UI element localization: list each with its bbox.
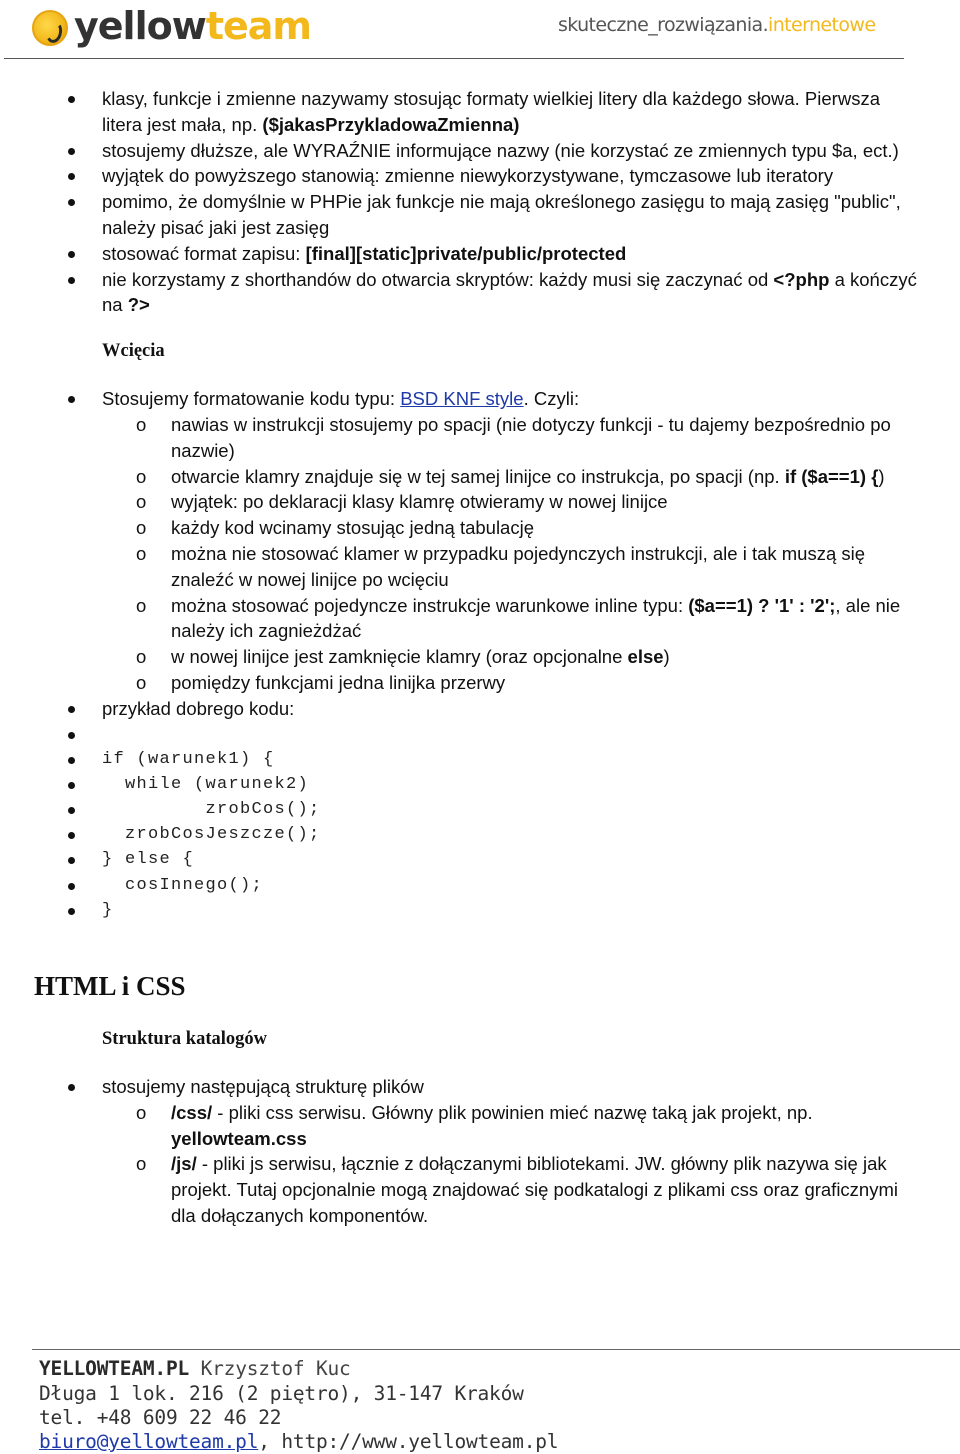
footer-company: YELLOWTEAM.PL Krzysztof Kuc <box>39 1357 351 1380</box>
sub-list-item: o każdy kod wcinamy stosując jedną tabulację <box>0 515 960 541</box>
list-item: klasy, funkcje i zmienne nazywamy stosując formaty wielkiej litery dla każdego słowa. Pierwsza litera jest mała, np. ($jakasPrzykladowaZmienna) <box>0 86 960 138</box>
logo-wordmark: yellowteam <box>74 4 311 48</box>
code-line: cosInnego(); <box>0 873 960 898</box>
code-line: if (warunek1) { <box>0 747 960 772</box>
footer-contact: biuro@yellowteam.pl, http://www.yellowteam.pl <box>39 1430 559 1453</box>
code-line: zrobCosJeszcze(); <box>0 822 960 847</box>
document-body <box>0 86 960 1229</box>
header-tagline: skuteczne_rozwiązania.internetowe <box>558 14 876 36</box>
logo-emblem-icon <box>32 10 68 46</box>
code-line: } <box>0 898 960 923</box>
header-divider <box>4 58 904 59</box>
footer-website: http://www.yellowteam.pl <box>281 1430 559 1453</box>
footer-address: Długa 1 lok. 216 (2 piętro), 31-147 Kraków <box>39 1382 524 1405</box>
footer-phone: tel. +48 609 22 46 22 <box>39 1406 282 1429</box>
sub-list-item: o /js/ - pliki js serwisu, łącznie z dołączanymi bibliotekami. JW. główny plik nazywa się jak projekt. Tutaj opcjonalnie mogą znajdować się podkatalogi z plikami css oraz graficznymi dla dołączanych komponentów. <box>0 1151 960 1228</box>
sub-list-item: o wyjątek: po deklaracji klasy klamrę otwieramy w nowej linijce <box>0 489 960 515</box>
code-line <box>0 722 960 747</box>
sub-list-item: o /css/ - pliki css serwisu. Główny plik powinien mieć nazwę taką jak projekt, np. yellowteam.css <box>0 1100 960 1152</box>
list-item: Stosujemy formatowanie kodu typu: BSD KNF style. Czyli: <box>0 386 960 412</box>
page-header <box>0 0 960 62</box>
section-heading-indentation: Wcięcia <box>102 341 165 362</box>
sub-list-item: o nawias w instrukcji stosujemy po spacji (nie dotyczy funkcji - tu dajemy bezpośrednio po nazwie) <box>0 412 960 464</box>
list-item: stosujemy dłuższe, ale WYRAŹNIE informujące nazwy (nie korzystać ze zmiennych typu $a, ect.) <box>0 138 960 164</box>
code-line: while (warunek2) <box>0 772 960 797</box>
sub-list-item: o można nie stosować klamer w przypadku pojedynczych instrukcji, ale i tak muszą się znaleźć w nowej linijce po wcięciu <box>0 541 960 593</box>
subsection-heading-directory-structure: Struktura katalogów <box>102 1029 267 1050</box>
sub-list-item: o można stosować pojedyncze instrukcje warunkowe inline typu: ($a==1) ? '1' : '2';, ale nie należy ich zagnieżdżać <box>0 593 960 645</box>
sub-list-item: o pomiędzy funkcjami jedna linijka przerwy <box>0 670 960 696</box>
code-line: } else { <box>0 847 960 872</box>
list-item: stosować format zapisu: [final][static]private/public/protected <box>0 241 960 267</box>
list-item: wyjątek do powyższego stanowią: zmienne niewykorzystywane, tymczasowe lub iteratory <box>0 163 960 189</box>
sub-list-item: o otwarcie klamry znajduje się w tej samej linijce co instrukcja, po spacji (np. if ($a==1) {) <box>0 464 960 490</box>
section-heading-html-css: HTML i CSS <box>34 971 186 1002</box>
list-item: przykład dobrego kodu: <box>0 696 960 722</box>
sub-list-item: o w nowej linijce jest zamknięcie klamry (oraz opcjonalne else) <box>0 644 960 670</box>
bsd-knf-style-link[interactable]: BSD KNF style <box>400 388 524 410</box>
code-line: zrobCos(); <box>0 797 960 822</box>
list-item: nie korzystamy z shorthandów do otwarcia skryptów: każdy musi się zaczynać od <?php a kończyć na ?> <box>0 267 960 319</box>
list-item: pomimo, że domyślnie w PHPie jak funkcje nie mają określonego zasięgu to mają zasięg "public", należy pisać jaki jest zasięg <box>0 189 960 241</box>
list-item: stosujemy następującą strukturę plików <box>0 1074 960 1100</box>
footer-email-link[interactable]: biuro@yellowteam.pl <box>39 1430 259 1453</box>
footer-divider <box>32 1349 960 1350</box>
